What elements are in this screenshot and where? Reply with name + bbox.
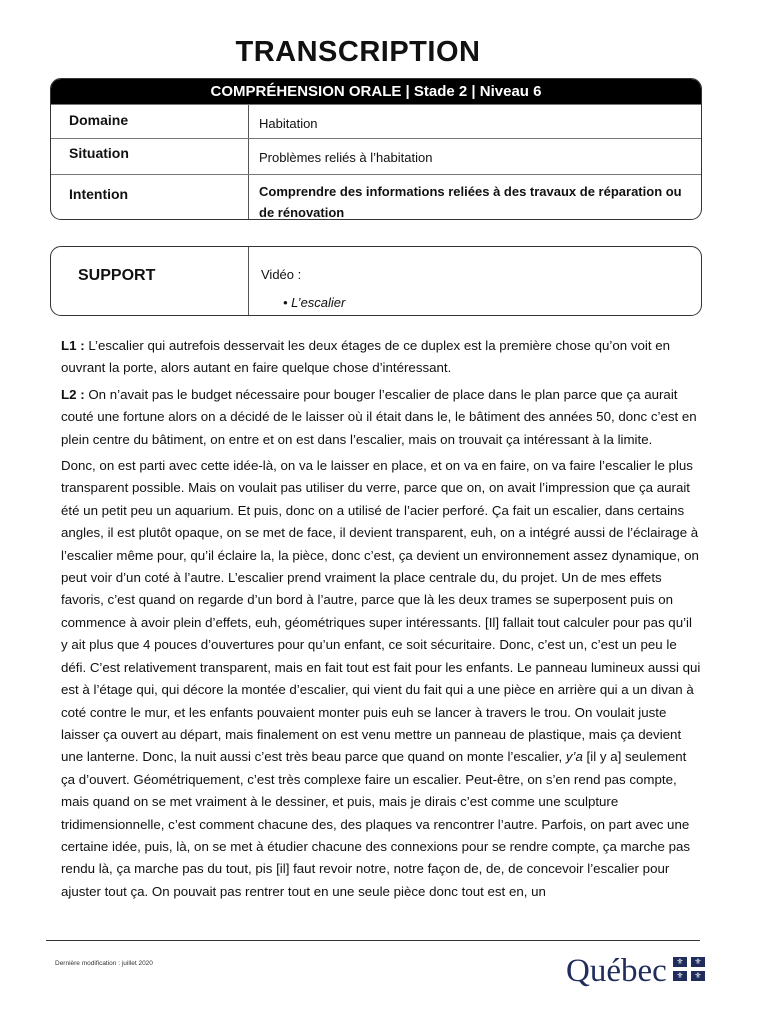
- transcript-paragraph: [61, 455, 701, 903]
- support-box: [50, 246, 702, 316]
- speaker-label: L2 :: [61, 386, 85, 402]
- last-modified-note: Dernière modification : juillet 2020: [55, 960, 153, 967]
- support-media-item: • L’escalier: [283, 295, 346, 310]
- support-label: SUPPORT: [78, 267, 156, 284]
- info-label: Domaine: [69, 112, 129, 128]
- transcript-paragraph: [61, 335, 701, 380]
- quebec-wordmark: Québec: [566, 953, 667, 989]
- info-label: Situation: [69, 145, 129, 161]
- info-value: Habitation: [259, 116, 318, 131]
- paragraph-text-italic: y’a: [565, 749, 583, 765]
- paragraph-text: On n’avait pas le budget nécessaire pour bouger l’escalier de place dans le plan parce que ça aurait couté une fortune alors on a décidé de le laisser où il était dans le, le bâtiment des années 50, donc c’est en plein centre du bâtiment, on entre et on est dans l’escalier, mais on trouvait ça intéressant à la limite.: [61, 386, 697, 447]
- divider: [248, 105, 249, 138]
- quebec-logo: [566, 950, 714, 992]
- info-label: Intention: [69, 186, 129, 202]
- paragraph-text: [il y a] seulement ça d’ouvert. Géométriquement, c’est très complexe faire un escalier. Peut-être, on s’en rend pas compte, mais quand on se met vraiment à le dessiner, et puis, mais je dirais c’est comme une sculpture tridimensionnelle, c’est comment chacune des, des plaques va rencontrer l’autre. Parfois, on part avec une certaine idée, puis, là, on se met à étudier chacune des connexions pour se rendre compte, ça marche pas rendu là, ça marche pas du tout, pis [il] faut revoir notre, notre façon de, de, de concevoir l’escalier pour ajuster tout ça. On pouvait pas rentrer tout en une seule pièce donc tout est en, un: [61, 749, 691, 899]
- support-media: Vidéo :: [261, 267, 302, 282]
- divider: [248, 139, 249, 174]
- paragraph-text: Donc, on est parti avec cette idée-là, on va le laisser en place, et on va en faire, on va faire l’escalier le plus transparent possible. Mais on voulait pas utiliser du verre, parce que on, on avait l’impression que ça aurait été un petit peu un aquarium. Et puis, donc on a utilisé de l’acier perforé. Ça fait un escalier, dans certains angles, il est plutôt opaque, on se met de face, il devient transparent, euh, on a intégré aussi de l’éclairage à l’escalier même pour, qu’il éclaire la, la pièce, donc c’est, ça devient un environnement assez dynamique, on peut voir d’un coté à l’autre. L’escalier prend vraiment la place centrale du, du projet. Un de mes effets favoris, c’est quand on regarde d’un bord à l’autre, parce que là les deux trames se superposent puis on commence à avoir plein d’effets, euh, géométriques super intéressants. [Il] fallait tout calculer pour pas qu’il y ait plus que 4 pouces d’ouvertures pour qu’un enfant, ce soit sécuritaire. Donc, c’est un, c’est un peu le défi. C’est relativement transparent, mais en fait tout est fait pour les enfants. Le panneau lumineux aussi qui est à l’étage qui, qui décore la montée d’escalier, qui vient du fait qui a une pièce en arrière qui a un divan à coté contre le mur, et les enfants pouvaient monter puis euh se lancer à travers le trou. On voulait juste laisser ça ouvert au départ, mais finalement on est venu mettre un panneau de plastique, mais ça devient une lanterne. Donc, la nuit aussi c’est très beau parce que quand on monte l’escalier,: [61, 458, 701, 765]
- info-row-intention: [51, 174, 701, 220]
- paragraph-text: L’escalier qui autrefois desservait les deux étages de ce duplex est la première chose qu’on voit en ouvrant la porte, alors autant en faire quelque chose d’intéressant.: [61, 338, 671, 376]
- transcript-body: [61, 335, 701, 907]
- speaker-label: L1 :: [61, 338, 85, 353]
- info-value: Problèmes reliés à l’habitation: [259, 150, 433, 165]
- divider: [248, 175, 249, 220]
- footer-divider: [46, 940, 700, 941]
- info-row-situation: [51, 138, 701, 174]
- divider: [248, 247, 249, 315]
- page-title: TRANSCRIPTION: [235, 36, 481, 68]
- info-box: [50, 78, 702, 220]
- transcript-paragraph: [61, 384, 701, 451]
- info-value: Comprendre des informations reliées à des travaux de réparation ou de rénovation: [259, 184, 682, 220]
- quebec-flag-icon: ⚜ ⚜ ⚜ ⚜: [673, 957, 705, 981]
- info-header: COMPRÉHENSION ORALE | Stade 2 | Niveau 6: [51, 79, 701, 104]
- info-row-domaine: [51, 104, 701, 138]
